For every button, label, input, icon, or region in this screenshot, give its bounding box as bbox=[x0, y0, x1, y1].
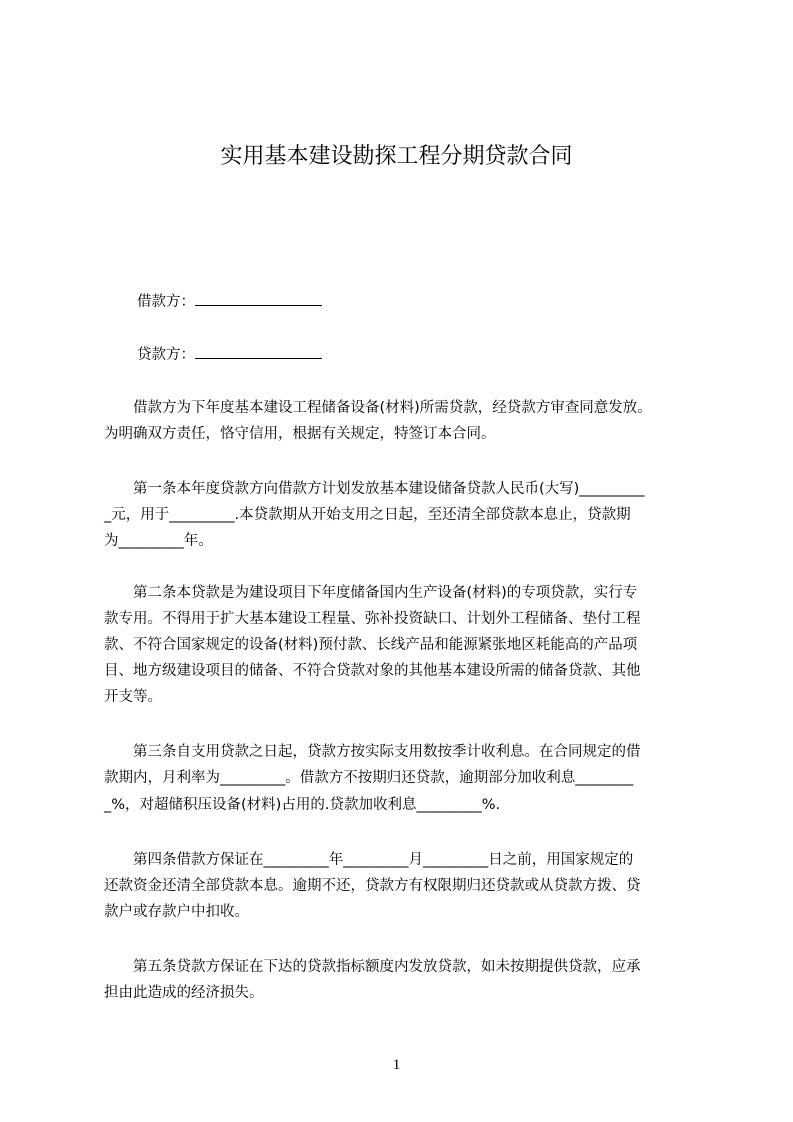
paragraph-line: 开支等。 bbox=[104, 689, 162, 705]
paragraph-line: _%，对超储积压设备(材料)占用的.贷款加收利息_________%. bbox=[104, 797, 501, 813]
paragraph-line: 款期内，月利率为_________。借款方不按期归还贷款，逾期部分加收利息________ bbox=[104, 770, 634, 786]
paragraph-line: 第四条借款方保证在_________年_________月_________日之前，用国家规定的 bbox=[104, 852, 634, 868]
paragraph-line: 款户或存款户中扣收。 bbox=[104, 904, 249, 920]
paragraph-line: 为_________年。 bbox=[104, 533, 213, 549]
page-number: 1 bbox=[392, 1057, 401, 1073]
paragraph-line: 为明确双方责任，恪守信用，根据有关规定，特签订本合同。 bbox=[104, 426, 496, 442]
paragraph-line: _元，用于_________.本贷款期从开始支用之日起，至还清全部贷款本息止，贷款期 bbox=[104, 507, 631, 523]
paragraph-line: 目、地方级建设项目的储备、不符合贷款对象的其他基本建设所需的储备贷款、其他 bbox=[104, 663, 641, 679]
lender-label: 贷款方： bbox=[137, 347, 195, 363]
lender-blank bbox=[195, 343, 322, 359]
paragraph-line: 款、不符合国家规定的设备(材料)预付款、长线产品和能源紧张地区耗能高的产品项 bbox=[104, 637, 638, 653]
paragraph-line: 第五条贷款方保证在下达的贷款指标额度内发放贷款，如未按期提供贷款，应承 bbox=[104, 959, 641, 975]
paragraph-line: 第二条本贷款是为建设项目下年度储备国内生产设备(材料)的专项贷款，实行专 bbox=[104, 585, 638, 601]
paragraph-line: 款专用。不得用于扩大基本建设工程量、弥补投资缺口、计划外工程储备、垫付工程 bbox=[104, 611, 641, 627]
paragraph-line: 借款方为下年度基本建设工程储备设备(材料)所需贷款，经贷款方审查同意发放。 bbox=[104, 400, 652, 416]
paragraph-line: 还款资金还清全部贷款本息。逾期不还，贷款方有权限期归还贷款或从贷款方拨、贷 bbox=[104, 878, 641, 894]
lender-line bbox=[137, 343, 322, 365]
document-title: 实用基本建设勘探工程分期贷款合同 bbox=[220, 144, 573, 169]
paragraph-line: 第三条自支用贷款之日起，贷款方按实际支用数按季计收利息。在合同规定的借 bbox=[104, 744, 641, 760]
borrower-label: 借款方： bbox=[137, 294, 195, 310]
borrower-blank bbox=[195, 290, 322, 306]
paragraph-line: 担由此造成的经济损失。 bbox=[104, 985, 264, 1001]
borrower-line bbox=[137, 290, 322, 312]
paragraph-line: 第一条本年度贷款方向借款方计划发放基本建设储备贷款人民币(大写)_________ bbox=[104, 481, 645, 497]
